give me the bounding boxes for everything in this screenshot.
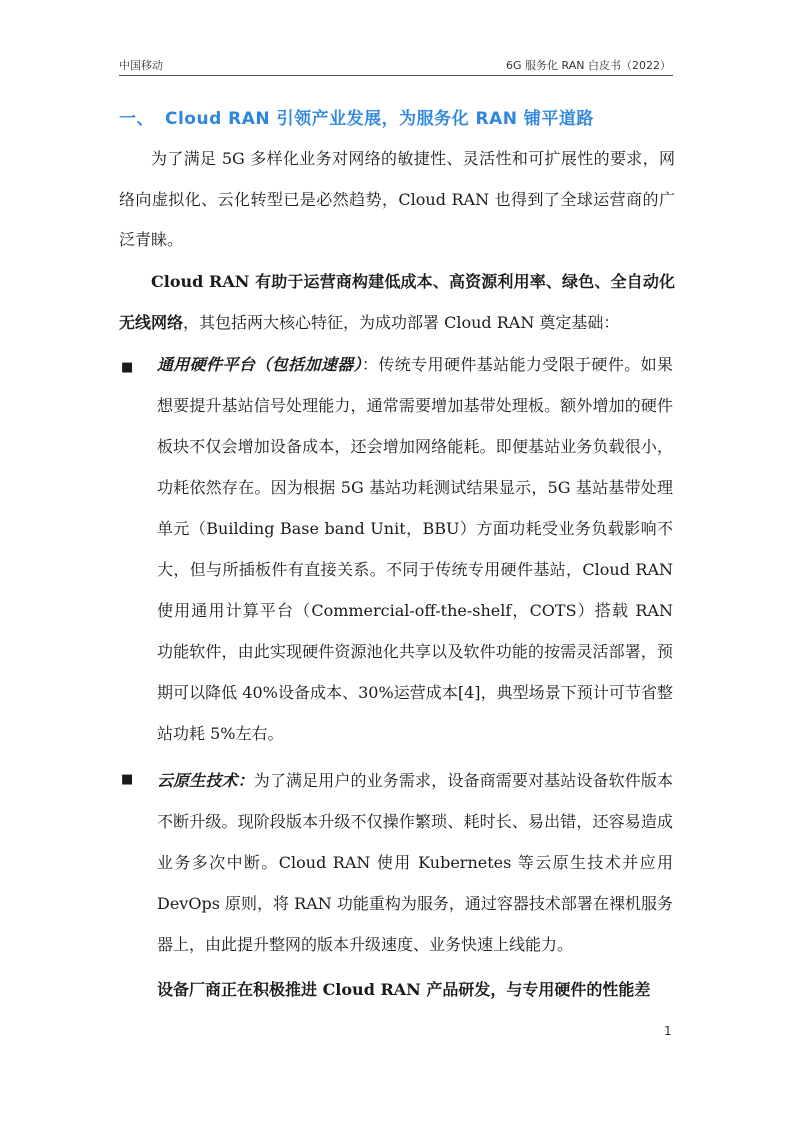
page-header [119, 55, 673, 76]
section-heading [119, 104, 679, 129]
paragraph-text: ，其包括两大核心特征，为成功部署 Cloud RAN 奠定基础： [183, 312, 620, 332]
bullet-term: 云原生技术： [157, 771, 254, 790]
page-number: 1 [664, 1024, 672, 1038]
bullet-term: 通用硬件平台（包括加速器） [157, 355, 363, 374]
header-org: 中国移动 [119, 59, 163, 72]
paragraph-vendors: 设备厂商正在积极推进 Cloud RAN 产品研发，与专用硬件的性能差 [157, 980, 651, 999]
section-number: 一、 [119, 109, 154, 129]
bullet-item-cloud-native [157, 760, 673, 965]
paragraph-intro: 为了满足 5G 多样化业务对网络的敏捷性、灵活性和可扩展性的要求，网络向虚拟化、云化转型已是必然趋势，Cloud RAN 也得到了全球运营商的广泛青睐。 [119, 149, 675, 250]
bullet-text: ：传统专用硬件基站能力受限于硬件。如果想要提升基站信号处理能力，通常需要增加基带处理板。额外增加的硬件板块不仅会增加设备成本，还会增加网络能耗。即便基站业务负载很小，功耗依然存在。因为根据 5G 基站功耗测试结果显示，5G 基站基带处理单元（Building Base band Unit，BBU）方面功耗受业务负载影响不大，但与所插板件有直接关系。不同于传统专用硬件基站，Cloud RAN 使用通用计算平台（Commercial-off-the-shelf，COTS）搭载 RAN 功能软件，由此实现硬件资源池化共享以及软件功能的按需灵活部署，预期可以降低 40%设备成本、30%运营成本[4]，典型场景下预计可节省整站功耗 5%左右。 [157, 355, 673, 743]
paragraph-core-features [119, 262, 675, 343]
header-doc-title: 6G 服务化 RAN 白皮书（2022） [506, 59, 671, 72]
paragraph-bold-lead: Cloud RAN 有助于运营商构建低成本、高资源利用率、绿色、全自动化无线网络 [119, 272, 675, 332]
bullet-item-general-hardware [157, 344, 673, 754]
section-title: Cloud RAN 引领产业发展，为服务化 RAN 铺平道路 [165, 109, 594, 129]
bullet-marker: ■ [121, 360, 134, 375]
bullet-marker: ■ [121, 772, 134, 787]
bullet-text: 为了满足用户的业务需求，设备商需要对基站设备软件版本不断升级。现阶段版本升级不仅操作繁琐、耗时长、易出错，还容易造成业务多次中断。Cloud RAN 使用 Kubernetes 等云原生技术并应用 DevOps 原则，将 RAN 功能重构为服务，通过容器技术部署在裸机服务器上，由此提升整网的版本升级速度、业务快速上线能力。 [157, 771, 673, 954]
